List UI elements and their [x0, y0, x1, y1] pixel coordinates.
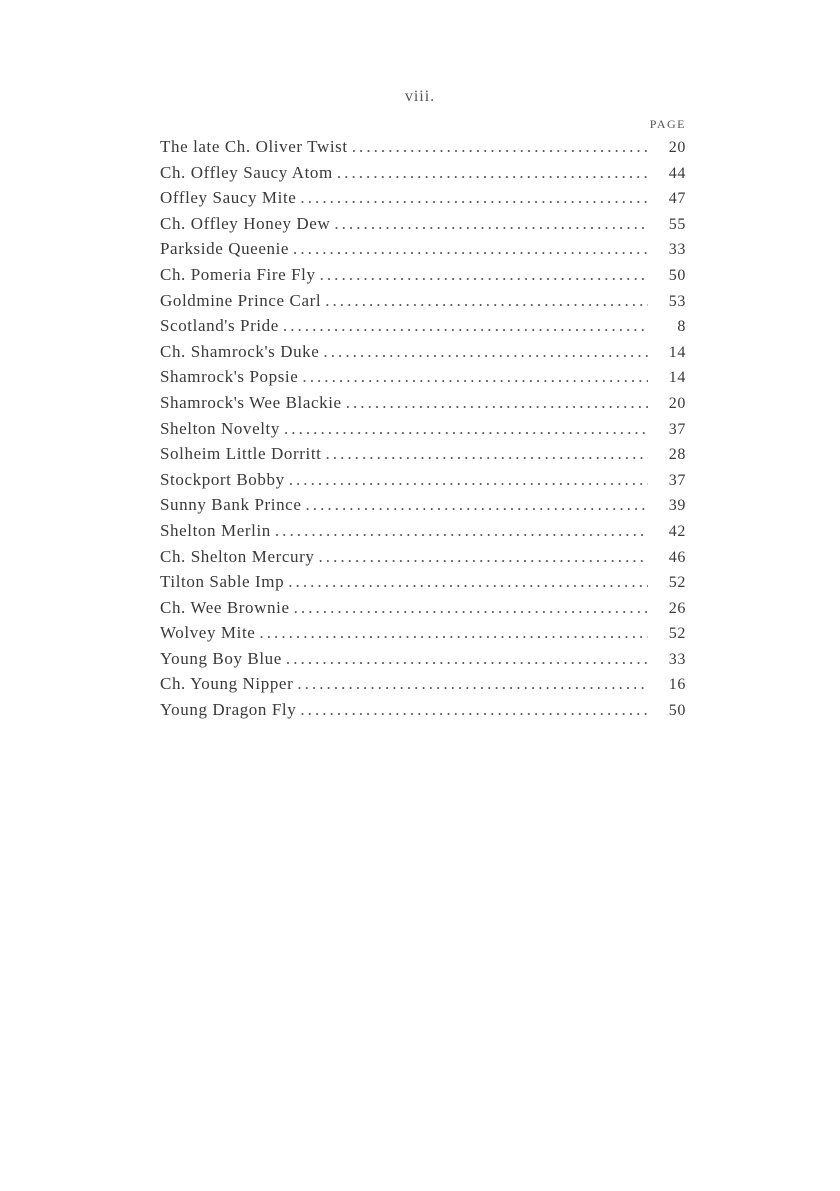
dot-leader: [302, 364, 648, 390]
entry-page: 14: [668, 343, 686, 361]
dot-leader: [275, 518, 648, 544]
entry-page: 33: [668, 241, 686, 259]
entry-page: 20: [668, 394, 686, 412]
entry-page: 47: [668, 190, 686, 208]
page-column-header: PAGE: [649, 117, 686, 131]
dot-leader: [305, 492, 648, 518]
entry-name: Young Dragon Fly: [160, 700, 297, 720]
entry-name: Sunny Bank Prince: [160, 495, 302, 515]
dot-leader: [320, 262, 648, 288]
dot-leader: [283, 313, 648, 339]
index-entry: [160, 262, 686, 288]
entry-name: Ch. Offley Saucy Atom: [160, 162, 333, 182]
dot-leader: [323, 339, 648, 365]
index-entry: [160, 236, 686, 262]
entry-name: Ch. Pomeria Fire Fly: [160, 264, 316, 284]
index-entry: [160, 569, 686, 595]
entry-page: 8: [677, 318, 686, 336]
entry-name: Young Boy Blue: [160, 648, 282, 668]
entry-name: Ch. Shamrock's Duke: [160, 341, 320, 361]
index-entry: [160, 339, 686, 365]
entry-name: Ch. Offley Honey Dew: [160, 213, 331, 233]
entry-page: 53: [668, 292, 686, 310]
entry-page: 20: [668, 139, 686, 156]
entry-name: Scotland's Pride: [160, 316, 279, 336]
index-entry: [160, 416, 686, 442]
index-entry: [160, 620, 686, 646]
entry-name: Shamrock's Popsie: [160, 367, 299, 387]
index-entry: [160, 518, 686, 544]
entry-name: Offley Saucy Mite: [160, 188, 297, 208]
entry-name: Goldmine Prince Carl: [160, 290, 322, 310]
dot-leader: [284, 416, 648, 442]
index-entry: [160, 313, 686, 339]
dot-leader: [325, 288, 648, 314]
dot-leader: [346, 390, 648, 416]
index-entry: [160, 441, 686, 467]
index-entry: [160, 134, 686, 160]
entry-name: Shelton Novelty: [160, 418, 280, 438]
index-entry: [160, 544, 686, 570]
dot-leader: [337, 160, 648, 186]
entry-page: 52: [668, 574, 686, 592]
entry-page: 50: [668, 266, 686, 284]
index-entry: [160, 390, 686, 416]
dot-leader: [325, 441, 648, 467]
entry-name: Shamrock's Wee Blackie: [160, 392, 342, 412]
dot-leader: [297, 671, 648, 697]
dot-leader: [300, 697, 648, 723]
index-entry: [160, 364, 686, 390]
entry-page: 33: [668, 650, 686, 668]
page-number: viii.: [404, 88, 436, 105]
entry-page: 55: [668, 215, 686, 233]
entry-page: 28: [668, 446, 686, 464]
dot-leader: [293, 236, 648, 262]
entry-page: 14: [668, 369, 686, 387]
dot-leader: [259, 620, 648, 646]
index-entry: [160, 646, 686, 672]
entry-page: 42: [668, 522, 686, 540]
index-entry: [160, 185, 686, 211]
entry-name: Stockport Bobby: [160, 469, 285, 489]
entry-page: 37: [668, 420, 686, 438]
entry-page: 44: [668, 164, 686, 182]
index-entry: [160, 697, 686, 723]
dot-leader: [300, 185, 648, 211]
entry-page: 50: [668, 702, 686, 720]
index-entry: [160, 671, 686, 697]
index-entry: [160, 211, 686, 237]
entry-name: Wolvey Mite: [160, 623, 256, 643]
index-entry: [160, 288, 686, 314]
dot-leader: [294, 595, 648, 621]
entry-name: Tilton Sable Imp: [160, 572, 285, 592]
entry-page: 46: [668, 548, 686, 566]
dot-leader: [288, 569, 648, 595]
index-entry: [160, 160, 686, 186]
entry-page: 26: [668, 599, 686, 617]
entry-page: 37: [668, 471, 686, 489]
dot-leader: [334, 211, 648, 237]
entry-page: 16: [668, 676, 686, 694]
illustrations-index: [160, 114, 686, 723]
entry-name: The late Ch. Oliver Twist: [160, 137, 348, 156]
dot-leader: [289, 467, 648, 493]
entry-page: 52: [668, 625, 686, 643]
index-entry: [160, 492, 686, 518]
entry-name: Ch. Wee Brownie: [160, 597, 290, 617]
dot-leader: [318, 544, 648, 570]
entry-page: 39: [668, 497, 686, 515]
entry-name: Ch. Shelton Mercury: [160, 546, 315, 566]
index-entry: [160, 595, 686, 621]
dot-leader: [286, 646, 648, 672]
entry-name: Ch. Young Nipper: [160, 674, 294, 694]
index-entry: [160, 467, 686, 493]
entry-name: Shelton Merlin: [160, 520, 271, 540]
dot-leader: [352, 134, 648, 160]
entry-name: Parkside Queenie: [160, 239, 290, 259]
entry-name: Solheim Little Dorritt: [160, 444, 322, 464]
